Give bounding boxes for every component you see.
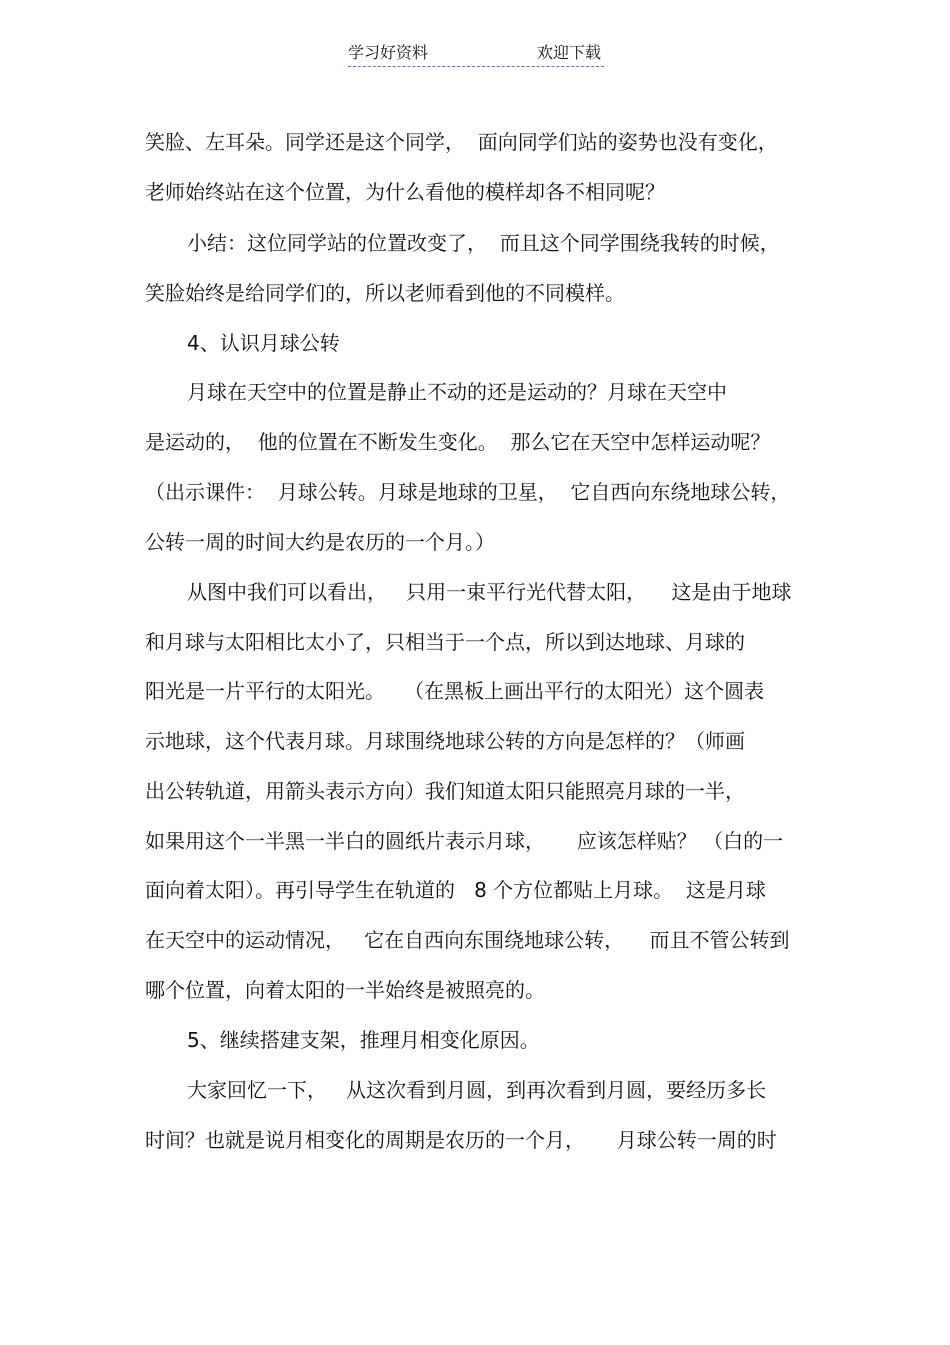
text-line: 笑脸、左耳朵。同学还是这个同学， 面向同学们站的姿势也没有变化， bbox=[145, 130, 778, 154]
section-heading: 4、认识月球公转 bbox=[187, 331, 340, 355]
text-line: 示地球，这个代表月球。月球围绕地球公转的方向是怎样的？（师画 bbox=[145, 729, 745, 753]
text-line: 月球在天空中的位置是静止不动的还是运动的？月球在天空中 bbox=[187, 380, 727, 404]
text-line: 是运动的， 他的位置在不断发生变化。 那么它在天空中怎样运动呢？ bbox=[145, 430, 771, 454]
text-line: 如果用这个一半黑一半白的圆纸片表示月球， 应该怎样贴？ （白的一 bbox=[145, 829, 784, 853]
text-line: 从图中我们可以看出， 只用一束平行光代替太阳， 这是由于地球 bbox=[187, 580, 792, 604]
text-line: 小结：这位同学站的位置改变了， 而且这个同学围绕我转的时候， bbox=[187, 231, 780, 255]
text-line: 阳光是一片平行的太阳光。 （在黑板上画出平行的太阳光）这个圆表 bbox=[145, 679, 765, 703]
header-right-text: 欢迎下载 bbox=[536, 43, 601, 62]
text-line: 和月球与太阳相比太小了，只相当于一个点，所以到达地球、月球的 bbox=[145, 630, 745, 654]
text-line: 笑脸始终是给同学们的，所以老师看到他的不同模样。 bbox=[145, 281, 625, 305]
text-line: 时间？也就是说月相变化的周期是农历的一个月， 月球公转一周的时 bbox=[145, 1128, 777, 1152]
text-line: 老师始终站在这个位置，为什么看他的模样却各不相同呢？ bbox=[145, 180, 665, 204]
text-line: 哪个位置，向着太阳的一半始终是被照亮的。 bbox=[145, 978, 545, 1002]
text-line: （出示课件： 月球公转。月球是地球的卫星， 它自西向东绕地球公转， bbox=[145, 480, 791, 504]
text-line: 大家回忆一下， 从这次看到月圆，到再次看到月圆，要经历多长 bbox=[187, 1078, 767, 1102]
page-header bbox=[348, 42, 604, 67]
text-line: 在天空中的运动情况， 它在自西向东围绕地球公转， 而且不管公转到 bbox=[145, 928, 790, 952]
header-left-text: 学习好资料 bbox=[348, 43, 429, 62]
text-line: 公转一周的时间大约是农历的一个月。） bbox=[145, 530, 495, 554]
section-heading: 5、继续搭建支架，推理月相变化原因。 bbox=[187, 1028, 540, 1052]
text-line: 面向着太阳）。再引导学生在轨道的 8 个方位都贴上月球。 这是月球 bbox=[145, 878, 766, 902]
text-line: 出公转轨道，用箭头表示方向）我们知道太阳只能照亮月球的一半， bbox=[145, 779, 745, 803]
